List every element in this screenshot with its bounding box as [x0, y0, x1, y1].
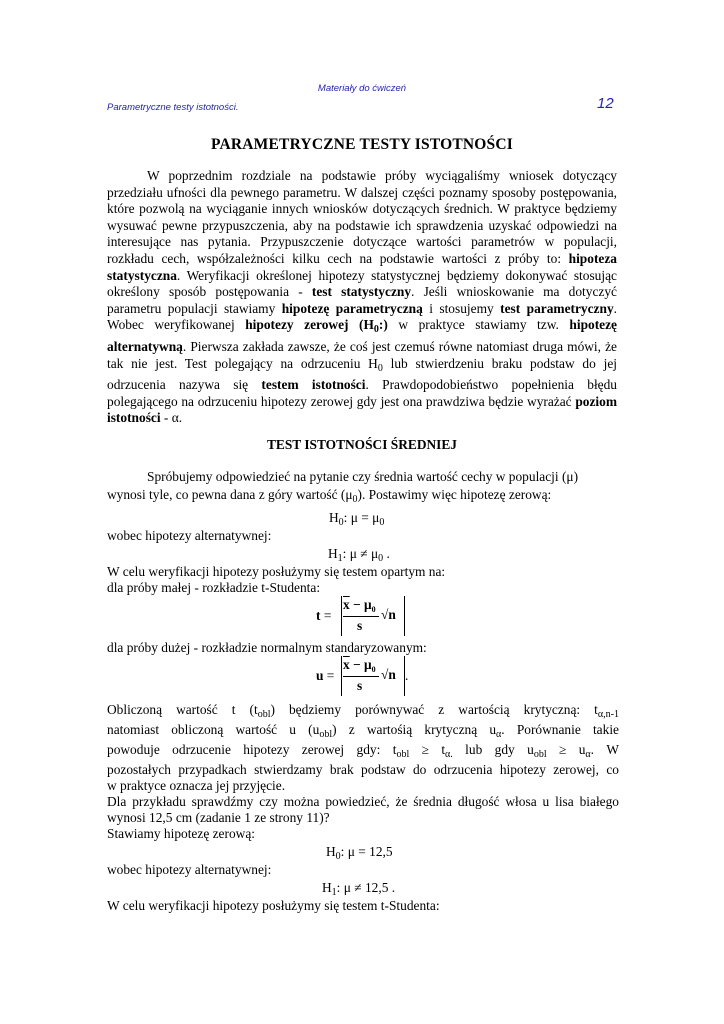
t-numerator: $\overline{x} - \mu_0$ — [343, 597, 376, 614]
small-sample-line: dla próby małej - rozkładzie t-Studenta: — [107, 580, 321, 595]
u-symbol: u = — [316, 668, 335, 683]
page-number: 12 — [597, 95, 614, 112]
comparison-line-1: Obliczoną wartość t $(t_{obl})$ będziemy porównywać z wartością krytyczną: $t_{\alpha,n-1}$ — [107, 702, 619, 720]
section-title: TEST ISTOTNOŚCI ŚREDNIEJ — [266, 437, 458, 452]
intro-paragraph: W poprzednim rozdziale na podstawie próby wyciągaliśmy wniosek dotyczący przedziału ufności dla pewnego parametru. W dalszej części poznamy sposoby postępowania, które pozwolą na wyciąganie innych wniosków dotyczących średnich. W praktyce będziemy wysuwać pewne przypuszczenia, aby na podstawie ich sprawdzenia uzyskać odpowiedzi na interesujące nas pytania. Przypuszczenie dotyczące wartości parametrów w populacji, rozkładu cech, współzależności kilku cech na podstawie wartości z próby to: hipoteza statystyczna. Weryfikacji określonej hipotezy statystycznej będziemy dokonywać stosując określony sposób postępowania - test statystyczny. Jeśli wnioskowanie ma dotyczyć parametru populacji stawiamy hipotezę parametryczną i stosujemy test parametryczny. Wobec weryfikowanej hipotezy zerowej $(H_0:)$ w praktyce stawiamy tzw. hipotezę alternatywną. Pierwsza zakłada zawsze, że coś jest czemuś równe natomiast druga mówi, że tak nie jest. Test polegający na odrzuceniu $H_0$ lub stwierdzeniu braku podstaw do jej odrzucenia nazywa się testem istotności. Prawdopodobieństwo popełnienia błędu polegającego na odrzuceniu hipotezy zerowej gdy jest ona prawdziwa będzie wyrażać poziom istotności - α. — [107, 168, 618, 426]
u-numerator: $\overline{x} - \mu_0$ — [343, 657, 376, 674]
comparison-line-2: natomiast obliczoną wartość u $(u_{obl})$ z wartośią krytyczną $u_\alpha$. Porównanie takie — [107, 722, 619, 740]
body-line-1: Spróbujemy odpowiedzieć na pytanie czy średnia wartość cechy w populacji (μ) — [147, 469, 579, 484]
t-sqrt-n: √n — [381, 607, 396, 622]
header-chapter-title: Parametryczne testy istotności. — [107, 102, 239, 113]
t-fraction-line — [343, 616, 379, 617]
comparison-line-4: pozostałych przypadkach stwierdzamy brak podstaw do odrzucenia hipotezy zerowej, co — [107, 762, 619, 777]
page-title: PARAMETRYCZNE TESTY ISTOTNOŚCI — [210, 136, 514, 153]
u-fraction-line — [343, 676, 379, 677]
h0-formula: $H_0$: $\mu = \mu_0$ — [329, 510, 385, 528]
example-h1-formula: $H_1$: μ ≠ 12,5 . — [322, 880, 396, 898]
example-line-1: Dla przykładu sprawdźmy czy można powiedzieć, że średnia długość włosa u lisa białego — [107, 794, 619, 809]
alternative-intro-1: wobec hipotezy alternatywnej: — [107, 528, 272, 543]
example-line-2: wynosi 12,5 cm (zadanie 1 ze strony 11)? — [107, 810, 330, 825]
h1-formula: $H_1$: $\mu \ne \mu_0$ . — [328, 546, 390, 564]
u-denominator: s — [357, 678, 363, 693]
test-method-line: W celu weryfikacji hipotezy posłużymy się testem t-Studenta: — [107, 898, 440, 913]
example-h0-formula: $H_0$: μ = 12,5 — [326, 844, 393, 862]
comparison-line-5: w praktyce oznacza jej przyjęcie. — [107, 778, 286, 793]
comparison-line-3: powoduje odrzucenie hipotezy zerowej gdy: $t_{obl} \ge t_{\alpha.}$ lub gdy $u_{obl} \ge u_\alpha$. W — [107, 742, 620, 760]
header-series-title: Materiały do ćwiczeń — [317, 83, 407, 94]
u-period: . — [405, 668, 409, 683]
large-sample-line: dla próby dużej - rozkładzie normalnym standaryzowanym: — [107, 640, 427, 655]
t-symbol: t = — [316, 608, 332, 623]
u-sqrt-n: √n — [381, 667, 396, 682]
t-denominator: s — [357, 618, 363, 633]
alternative-intro-2: wobec hipotezy alternatywnej: — [107, 862, 272, 877]
test-basis-line: W celu weryfikacji hipotezy posłużymy się testem opartym na: — [107, 564, 446, 579]
body-line-2: wynosi tyle, co pewna dana z góry wartość $(\mu_0)$. Postawimy więc hipotezę zerową: — [107, 487, 552, 505]
example-line-3: Stawiamy hipotezę zerową: — [107, 826, 255, 841]
